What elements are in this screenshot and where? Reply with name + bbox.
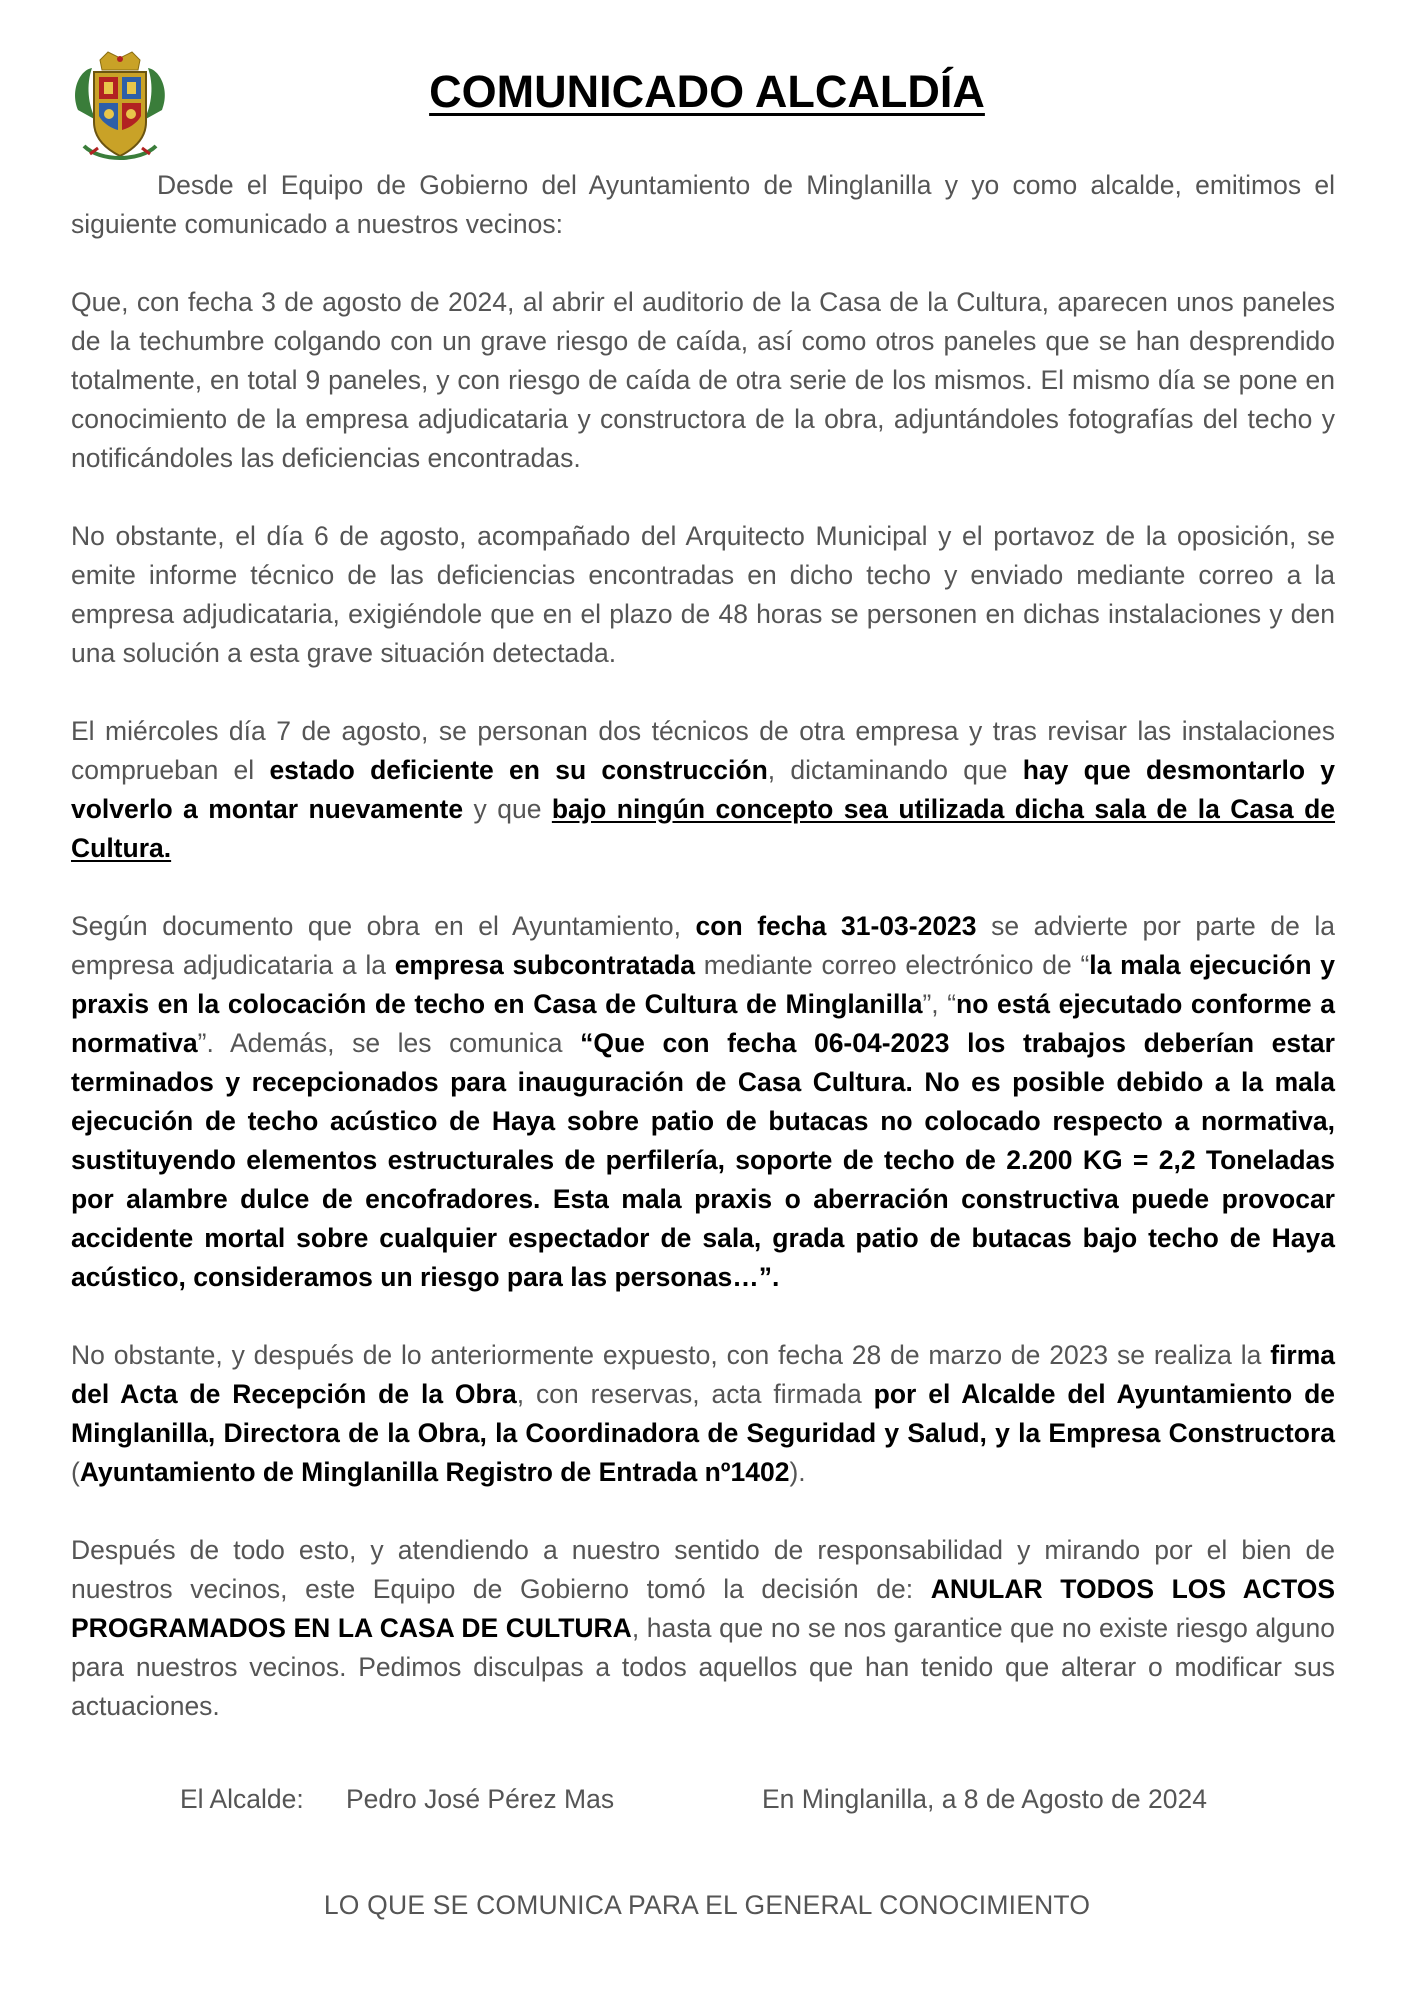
place-date: En Minglanilla, a 8 de Agosto de 2024 (762, 1784, 1207, 1814)
paragraph-inspection: El miércoles día 7 de agosto, se personan dos técnicos de otra empresa y tras revisar las instalaciones comprueban el estado deficiente en su construcción, dictaminando que hay que desmontarlo y volverlo a montar nuevamente y que bajo ningún concepto sea utilizada dicha sala de la Casa de Cultura. (71, 716, 1336, 863)
signature-role: El Alcalde: (180, 1784, 304, 1814)
page-title: COMUNICADO ALCALDÍA (429, 66, 985, 117)
paragraph-technical-report: No obstante, el día 6 de agosto, acompañado del Arquitecto Municipal y el portavoz de la oposición, se emite informe técnico de las deficiencias encontradas en dicho techo y enviado mediante correo a la empresa adjudicataria, exigiéndole que en el plazo de 48 horas se personen en dichas instalaciones y den una solución a esta grave situación detectada. (71, 521, 1335, 668)
signature-name: Pedro José Pérez Mas (346, 1784, 615, 1814)
paragraph-prior-warning: Según documento que obra en el Ayuntamiento, con fecha 31-03-2023 se advierte por parte de la empresa adjudicataria a la empresa subcontratada mediante correo electrónico de “la mala ejecución y praxis en la colocación de techo en Casa de Cultura de Minglanilla”, “no está ejecutado conforme a normativa”. Además, se les comunica “Que con fecha 06-04-2023 los trabajos deberían estar terminados y recepcionados para inauguración de Casa Cultura. No es posible debido a la mala ejecución de techo acústico de Haya sobre patio de butacas no colocado respecto a normativa, sustituyendo elementos estructurales de perfilería, soporte de techo de 2.200 KG = 2,2 Toneladas por alambre dulce de encofradores. Esta mala praxis o aberración constructiva puede provocar accidente mortal sobre cualquier espectador de sala, grada patio de butacas bajo techo de Haya acústico, consideramos un riesgo para las personas…”. (71, 911, 1336, 1292)
paragraph-intro: Desde el Equipo de Gobierno del Ayuntamiento de Minglanilla y yo como alcalde, emitimos el siguiente comunicado a nuestros vecinos: (71, 170, 1335, 239)
paragraph-incident: Que, con fecha 3 de agosto de 2024, al abrir el auditorio de la Casa de la Cultura, aparecen unos paneles de la techumbre colgando con un grave riesgo de caída, así como otros paneles que se han desprendido totalmente, en total 9 paneles, y con riesgo de caída de otra serie de los mismos. El mismo día se pone en conocimiento de la empresa adjudicataria y constructora de la obra, adjuntándoles fotografías del techo y notificándoles las deficiencias encontradas. (71, 287, 1335, 473)
document-body (71, 166, 1335, 1765)
paragraph-decision: Después de todo esto, y atendiendo a nuestro sentido de responsabilidad y mirando por el bien de nuestros vecinos, este Equipo de Gobierno tomó la decisión de: ANULAR TODOS LOS ACTOS PROGRAMADOS EN LA CASA DE CULTURA, hasta que no se nos garantice que no existe riesgo alguno para nuestros vecinos. Pedimos disculpas a todos aquellos que han tenido que alterar o modificar sus actuaciones. (71, 1535, 1335, 1721)
paragraph-reception-act: No obstante, y después de lo anteriormente expuesto, con fecha 28 de marzo de 2023 se realiza la firma del Acta de Recepción de la Obra, con reservas, acta firmada por el Alcalde del Ayuntamiento de Minglanilla, Directora de la Obra, la Coordinadora de Seguridad y Salud, y la Empresa Constructora (Ayuntamiento de Minglanilla Registro de Entrada nº1402). (71, 1340, 1335, 1487)
footer-notice: LO QUE SE COMUNICA PARA EL GENERAL CONOCIMIENTO (323, 1890, 1091, 1920)
signature-line (0, 1784, 1414, 1824)
